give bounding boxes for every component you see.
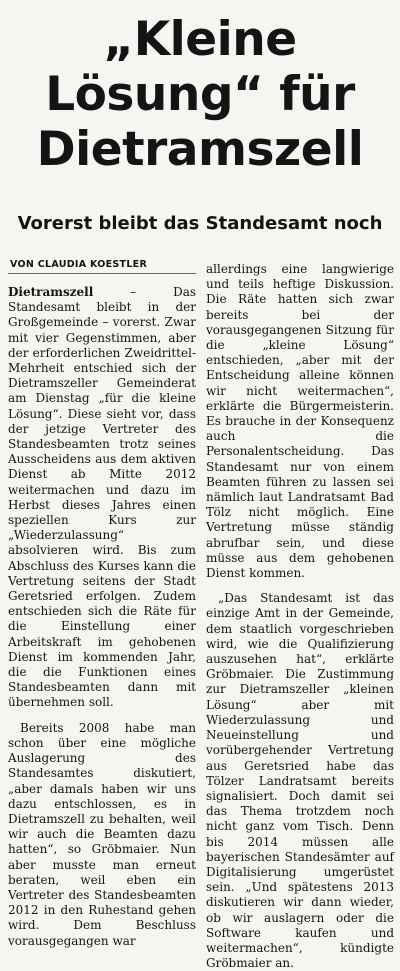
article-paragraph: „Das Standesamt ist das einzige Amt in der Gemeinde, dem staatlich vorgeschrieben wird, wie die Qualifizierung auszusehen hat“, erklärte Gröbmaier. Die Zustimmung zur Dietramszeller „kleinen Lösung“ aber mit Wiederzulassung und Neueinstellung und vorübergehender Vertretung aus Geretsried habe das Tölzer Landratsamt bereits signalisiert. Doch damit sei das Thema trotzdem noch nicht ganz vom Tisch. Denn bis 2014 müssen alle bayerischen Standesämter auf Digitalisierung umgerüstet sein. „Und spätestens 2013 diskutieren wir dann wieder, ob wir auslagern oder die Software kaufen und weitermachen“, kündigte Gröbmaier an. [206,591,394,971]
headline-line-2: Lösung“ für [45,67,355,122]
article-paragraph: Bereits 2008 habe man schon über eine mögliche Auslagerung des Standesamtes diskutiert, „aber damals haben wir uns dazu entschlossen, es in Dietramszell zu behalten, weil wir auch die Beamten dazu hatten“, so Gröbmaier. Nun aber musste man erneut beraten, weil eben ein Vertreter des Standesbeamten 2012 in den Ruhestand gehen wird. Dem Beschluss vorausgegangen war [8,720,196,948]
paragraph-text: – Das Standesamt bleibt in der Großgemeinde – vorerst. Zwar mit vier Gegenstimmen, aber der erforderlichen Zweidrittel-Mehrheit entschied sich der Dietramszeller Gemeinderat am Dienstag „für die kleine Lösung“. Diese sieht vor, dass der jetzige Vertreter des Standesbeamten trotz seines Ausscheidens aus dem aktiven Dienst ab Mitte 2012 weitermachen und dazu im Herbst dieses Jahres einen speziellen Kurs zur „Wiederzulassung“ absolvieren wird. Bis zum Abschluss des Kurses kann die Vertretung seitens der Stadt Geretsried erfolgen. Zudem entschieden sich die Räte für die Einstellung einer Arbeitskraft im gehobenen Dienst im kommenden Jahr, die die Funktionen eines Standesbeamten dann mit übernehmen soll. [8,285,196,710]
dateline: Dietramszell [8,285,94,299]
headline-line-1: „Kleine [103,12,297,67]
article-paragraph: allerdings eine langwierige und teils heftige Diskussion. Die Räte hatten sich zwar bereits bei der vorausgegangenen Sitzung für die „kleine Lösung“ entschieden, „aber mit der Entscheidung alleine können wir nicht weitermachen“, erklärte die Bürgermeisterin. Es brauche in der Konsequenz auch die Personalentscheidung. Das Standesamt nur von einem Beamten führen zu lassen sei nämlich laut Landratsamt Bad Tölz nicht möglich. Eine Vertretung müsse ständig abrufbar sein, und diese müsse aus dem gehobenen Dienst kommen. [206,262,394,581]
byline: VON CLAUDIA KOESTLER [10,259,148,270]
subheadline: Vorerst bleibt das Standesamt noch [17,213,383,234]
headline [0,12,400,177]
article-column-1 [8,285,196,949]
article-column-2 [206,262,394,971]
article-paragraph [8,285,196,711]
headline-line-3: Dietramszell [36,122,364,177]
byline-rule [8,273,196,274]
